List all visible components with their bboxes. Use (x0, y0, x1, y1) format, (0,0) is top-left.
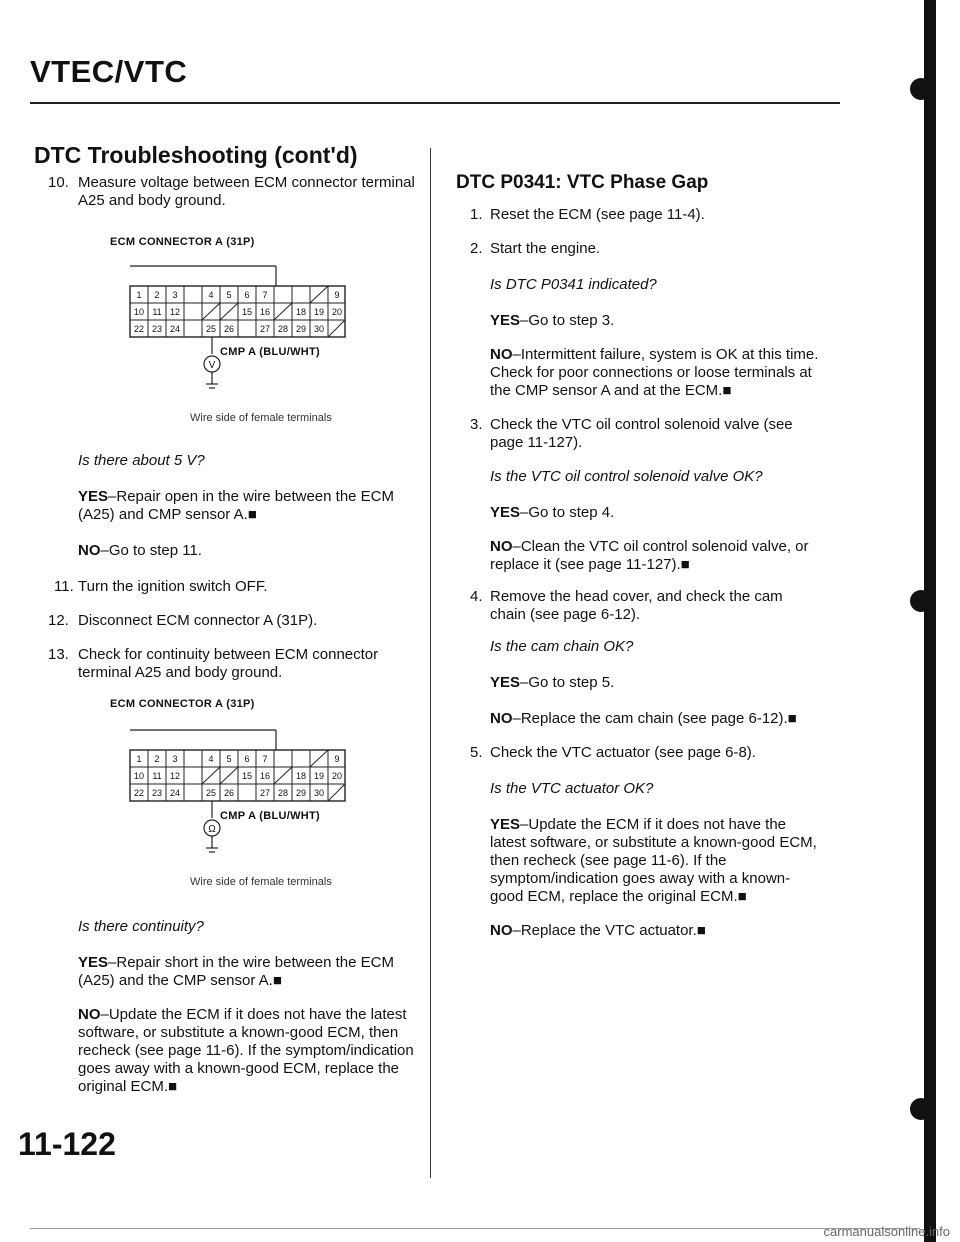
svg-text:16: 16 (259, 307, 271, 317)
no-text: Clean the VTC oil control solenoid valve, or replace it (see page 11-127).■ (490, 538, 809, 573)
yes-text: Go to step 3. (528, 312, 615, 329)
edge-bar (924, 0, 936, 1242)
step-number: 11. (54, 578, 74, 595)
svg-text:4: 4 (208, 754, 214, 764)
step-number: 1. (470, 206, 483, 223)
svg-text:19: 19 (313, 771, 325, 781)
svg-text:30: 30 (313, 324, 325, 334)
page-number: 11-122 (18, 1126, 116, 1162)
site-watermark: carmanualsonline.info (823, 1224, 950, 1239)
svg-text:27: 27 (259, 788, 271, 798)
diagram-caption: Wire side of female terminals (190, 876, 332, 888)
svg-text:7: 7 (262, 754, 268, 764)
svg-text:6: 6 (244, 754, 250, 764)
yes-text: Repair short in the wire between the ECM (A25) and the CMP sensor A.■ (78, 954, 394, 989)
svg-text:11: 11 (152, 771, 162, 781)
yes-label: YES (490, 674, 521, 691)
step-number: 12. (48, 612, 69, 629)
svg-text:24: 24 (169, 324, 181, 334)
ecm-connector-diagram (124, 716, 354, 856)
column-divider (430, 148, 431, 1178)
no-text: Intermittent failure, system is OK at this time. Check for poor connections or loose terminals at the CMP sensor A and at the ECM.■ (490, 346, 819, 399)
no-text: Replace the VTC actuator.■ (520, 922, 706, 939)
svg-text:20: 20 (331, 771, 343, 781)
step-text: Reset the ECM (see page 11-4). (490, 206, 705, 223)
question: Is the VTC actuator OK? (490, 780, 654, 797)
header-rule (30, 102, 840, 104)
section-title: DTC Troubleshooting (cont'd) (34, 142, 358, 168)
svg-text:2: 2 (154, 290, 160, 300)
svg-text:Ω: Ω (208, 824, 216, 835)
step-number: 10. (48, 174, 69, 191)
svg-text:27: 27 (259, 324, 271, 334)
svg-text:25: 25 (205, 788, 217, 798)
step-text: Remove the head cover, and check the cam chain (see page 6-12). (490, 588, 783, 623)
yes-answer: YES–Go to step 3. (490, 312, 615, 329)
svg-text:22: 22 (133, 324, 145, 334)
no-answer: NO–Intermittent failure, system is OK at this time. Check for poor connections or loose terminals at the CMP sensor A and at the ECM.■ (490, 346, 819, 399)
svg-text:18: 18 (295, 307, 307, 317)
svg-text:15: 15 (241, 307, 253, 317)
svg-text:6: 6 (244, 290, 250, 300)
svg-text:3: 3 (172, 290, 178, 300)
no-text: Update the ECM if it does not have the latest software, or substitute a known-good ECM, then recheck (see page 11-6). If the symptom/indication goes away with a known-good ECM, replace the original ECM.■ (78, 1006, 414, 1095)
edge-tab (910, 1098, 932, 1120)
question: Is the VTC oil control solenoid valve OK? (490, 468, 763, 485)
yes-label: YES (490, 312, 521, 329)
no-answer: NO–Replace the cam chain (see page 6-12).■ (490, 710, 797, 727)
svg-text:3: 3 (172, 754, 178, 764)
svg-text:26: 26 (223, 788, 235, 798)
yes-text: Update the ECM if it does not have the latest software, or substitute a known-good ECM, then recheck (see page 11-6). If the symptom/indication goes away with a known-good ECM, replace the original ECM.■ (490, 816, 817, 905)
no-label: NO (490, 346, 513, 363)
yes-label: YES (78, 954, 109, 971)
dtc-title: DTC P0341: VTC Phase Gap (456, 172, 709, 193)
svg-text:16: 16 (259, 771, 271, 781)
step-text: Check the VTC actuator (see page 6-8). (490, 744, 756, 761)
svg-text:9: 9 (334, 290, 340, 300)
yes-answer: YES–Repair open in the wire between the ECM (A25) and CMP sensor A.■ (78, 488, 395, 523)
no-answer: NO–Update the ECM if it does not have the latest software, or substitute a known-good ECM, then recheck (see page 11-6). If the symptom/indication goes away with a known-good ECM, replace the original ECM.■ (78, 1006, 414, 1095)
edge-tab (910, 78, 932, 100)
yes-answer: YES–Repair short in the wire between the ECM (A25) and the CMP sensor A.■ (78, 954, 394, 989)
svg-text:5: 5 (226, 754, 232, 764)
svg-text:1: 1 (136, 290, 142, 300)
svg-text:19: 19 (313, 307, 325, 317)
svg-text:25: 25 (205, 324, 217, 334)
svg-text:23: 23 (151, 324, 163, 334)
svg-text:24: 24 (169, 788, 181, 798)
yes-label: YES (490, 816, 521, 833)
no-label: NO (490, 538, 513, 555)
question: Is DTC P0341 indicated? (490, 276, 657, 293)
step-number: 3. (470, 416, 483, 433)
edge-tab (910, 590, 932, 612)
svg-text:29: 29 (295, 788, 307, 798)
step-text: Disconnect ECM connector A (31P). (78, 612, 318, 629)
step-text: Check for continuity between ECM connector terminal A25 and body ground. (78, 646, 379, 681)
ecm-connector-diagram (124, 252, 354, 392)
yes-text: Repair open in the wire between the ECM (A25) and CMP sensor A.■ (78, 488, 395, 523)
yes-answer: YES–Go to step 4. (490, 504, 615, 521)
question: Is there continuity? (78, 918, 204, 935)
no-label: NO (490, 922, 513, 939)
step-number: 5. (470, 744, 483, 761)
no-label: NO (490, 710, 513, 727)
svg-text:V: V (208, 360, 216, 371)
page-header-title: VTEC/VTC (30, 54, 188, 89)
svg-text:22: 22 (133, 788, 145, 798)
no-text: Replace the cam chain (see page 6-12).■ (520, 710, 797, 727)
yes-text: Go to step 5. (528, 674, 615, 691)
yes-answer: YES–Go to step 5. (490, 674, 615, 691)
no-label: NO (78, 542, 101, 559)
svg-text:7: 7 (262, 290, 268, 300)
svg-text:20: 20 (331, 307, 343, 317)
signal-label: CMP A (BLU/WHT) (220, 810, 321, 822)
connector-title: ECM CONNECTOR A (31P) (110, 698, 255, 710)
no-answer: NO–Go to step 11. (78, 542, 202, 559)
svg-text:5: 5 (226, 290, 232, 300)
step-text: Check the VTC oil control solenoid valve (see page 11-127). (490, 416, 793, 451)
question: Is there about 5 V? (78, 452, 205, 469)
no-text: Go to step 11. (108, 542, 202, 559)
step-number: 13. (48, 646, 69, 663)
svg-text:15: 15 (241, 771, 253, 781)
signal-label: CMP A (BLU/WHT) (220, 346, 321, 358)
step-number: 2. (470, 240, 483, 257)
question: Is the cam chain OK? (490, 638, 634, 655)
no-label: NO (78, 1006, 101, 1023)
svg-text:12: 12 (169, 771, 181, 781)
yes-text: Go to step 4. (528, 504, 615, 521)
no-answer: NO–Replace the VTC actuator.■ (490, 922, 706, 939)
step-text: Start the engine. (490, 240, 601, 257)
svg-text:10: 10 (133, 771, 145, 781)
svg-text:28: 28 (277, 324, 289, 334)
yes-answer: YES–Update the ECM if it does not have the latest software, or substitute a known-good ECM, then recheck (see page 11-6). If the symptom/indication goes away with a known-good ECM, replace the original ECM.■ (490, 816, 817, 905)
connector-title: ECM CONNECTOR A (31P) (110, 236, 255, 248)
svg-text:9: 9 (334, 754, 340, 764)
no-answer: NO–Clean the VTC oil control solenoid valve, or replace it (see page 11-127).■ (490, 538, 809, 573)
svg-text:11: 11 (152, 307, 162, 317)
svg-text:29: 29 (295, 324, 307, 334)
diagram-caption: Wire side of female terminals (190, 412, 332, 424)
svg-text:30: 30 (313, 788, 325, 798)
svg-text:23: 23 (151, 788, 163, 798)
yes-label: YES (490, 504, 521, 521)
svg-text:4: 4 (208, 290, 214, 300)
svg-text:18: 18 (295, 771, 307, 781)
svg-text:10: 10 (133, 307, 145, 317)
footer-rule (30, 1228, 920, 1229)
svg-text:26: 26 (223, 324, 235, 334)
step-text: Measure voltage between ECM connector terminal A25 and body ground. (78, 174, 415, 209)
svg-text:28: 28 (277, 788, 289, 798)
step-text: Turn the ignition switch OFF. (78, 578, 268, 595)
svg-text:1: 1 (136, 754, 142, 764)
step-number: 4. (470, 588, 483, 605)
svg-text:12: 12 (169, 307, 181, 317)
yes-label: YES (78, 488, 109, 505)
svg-text:2: 2 (154, 754, 160, 764)
